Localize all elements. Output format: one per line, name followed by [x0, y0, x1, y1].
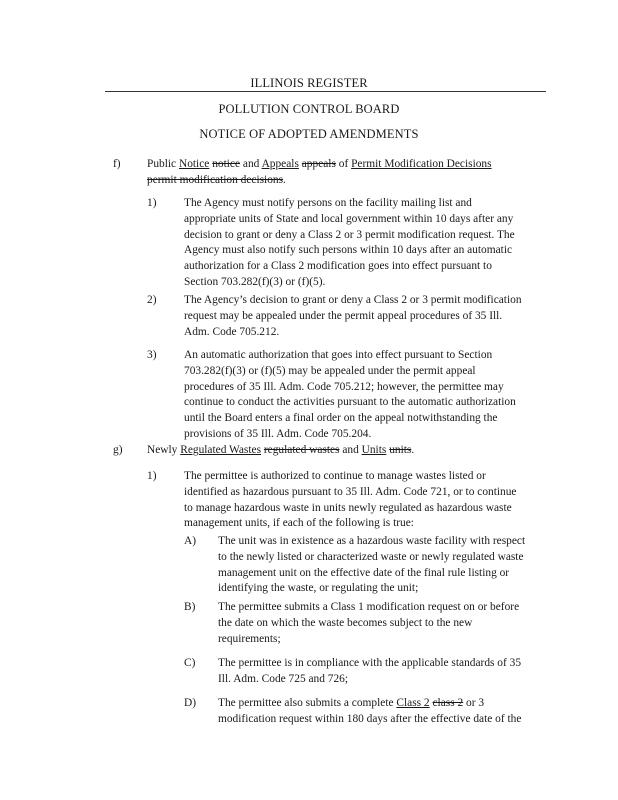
notice-title: NOTICE OF ADOPTED AMENDMENTS	[199, 127, 419, 141]
subitem-c-text: The permittee is in compliance with the applicable standards of 35 Ill. Adm. Code 725 and 726;	[218, 657, 522, 685]
section-f-title: Public Notice notice and Appeals appeals of Permit Modification Decisions permit modification decisions.	[147, 158, 492, 186]
subitem-b-text: The permittee submits a Class 1 modification request on or before the date on which the waste becomes subject to the new requirements;	[218, 601, 520, 645]
section-g-title: Newly Regulated Wastes regulated wastes and Units units.	[147, 444, 415, 456]
item-f1-label: 1)	[147, 197, 157, 209]
item-f2-text: The Agency’s decision to grant or deny a Class 2 or 3 permit modification request may be appealed under the permit appeal procedures of 35 Ill. Adm. Code 705.212.	[184, 294, 522, 338]
board-title: POLLUTION CONTROL BOARD	[218, 102, 400, 116]
subitem-b-label: B)	[184, 601, 196, 613]
item-f3-label: 3)	[147, 349, 157, 361]
section-g-label: g)	[113, 444, 123, 456]
subitem-d-text: The permittee also submits a complete Class 2 class 2 or 3 modification request within 180 days after the effective date of the	[218, 697, 522, 725]
header-rule	[105, 91, 546, 92]
item-f1-text: The Agency must notify persons on the facility mailing list and appropriate units of State and local government within 10 days after any decision to grant or deny a Class 2 or 3 permit modification request. The Agency must also notify such persons within 10 days after an automatic authorization for a Class 2 modification goes into effect pursuant to Section 703.282(f)(3) or (f)(5).	[184, 197, 515, 288]
item-g1-text: The permittee is authorized to continue to manage wastes listed or identified as hazardous pursuant to 35 Ill. Adm. Code 721, or to continue to manage hazardous waste in units newly regulated as hazardous waste management units, if each of the following is true:	[184, 470, 517, 530]
subitem-d-label: D)	[184, 697, 197, 709]
subitem-a-text: The unit was in existence as a hazardous waste facility with respect to the newly listed or characterized waste or newly regulated waste management unit on the effective date of the final rule listing or identifying the waste, or regulating the unit;	[218, 535, 526, 595]
section-f-label: f)	[113, 158, 121, 170]
item-g1-label: 1)	[147, 470, 157, 482]
subitem-c-label: C)	[184, 657, 196, 669]
register-title: ILLINOIS REGISTER	[250, 76, 368, 90]
item-f2-label: 2)	[147, 294, 157, 306]
subitem-a-label: A)	[184, 535, 197, 547]
item-f3-text: An automatic authorization that goes into effect pursuant to Section 703.282(f)(3) or (f)(5) may be appealed under the permit appeal procedures of 35 Ill. Adm. Code 705.212; however, the permittee may continue to conduct the activities pursuant to the automatic authorization until the Board enters a final order on the appeal notwithstanding the provisions of 35 Ill. Adm. Code 705.204.	[184, 349, 516, 440]
